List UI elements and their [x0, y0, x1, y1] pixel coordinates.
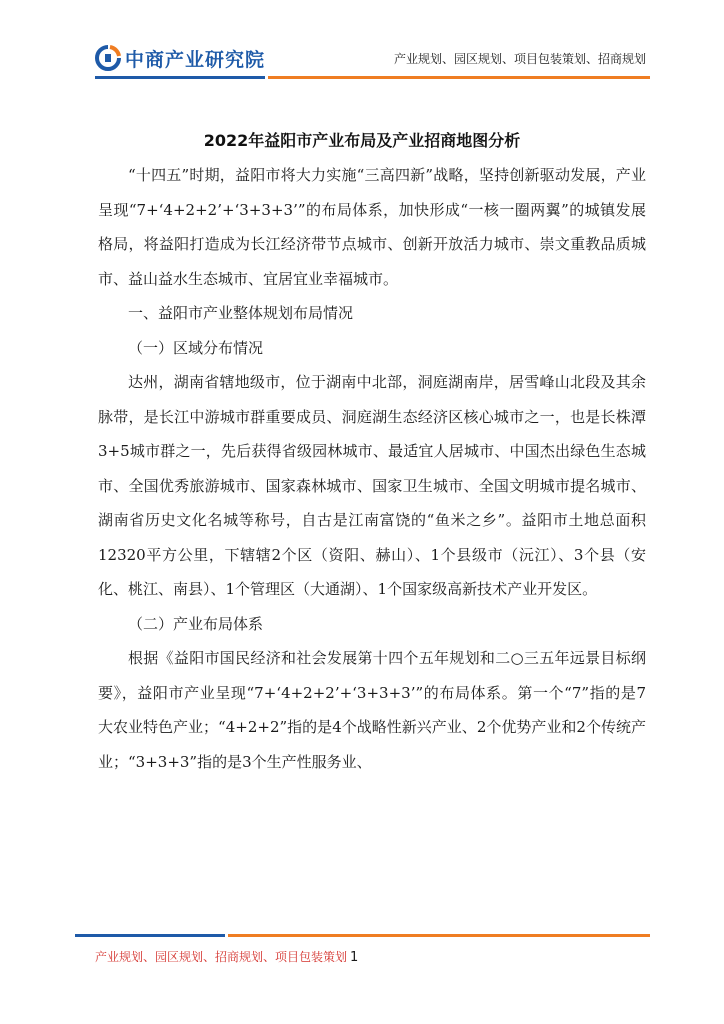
- header-rule-orange: [268, 76, 650, 79]
- footer-tagline: 产业规划、园区规划、招商规划、项目包装策划: [95, 950, 348, 964]
- document-title: 2022年益阳市产业布局及产业招商地图分析: [203, 131, 521, 150]
- header-tagline: 产业规划、园区规划、项目包装策划、招商规划: [393, 52, 646, 66]
- region-paragraph: 达州，湖南省辖地级市，位于湖南中北部，洞庭湖南岸，居雪峰山北段及其余脉带，是长江中游城市群重要成员、洞庭湖生态经济区核心城市之一，也是长株潭3+5城市群之一，先后获得省级园林城市、最适宜人居城市、中国杰出绿色生态城市、全国优秀旅游城市、国家森林城市、国家卫生城市、全国文明城市提名城市、湖南省历史文化名城等称号，自古是江南富饶的“鱼米之乡”。益阳市土地总面积12320平方公里，下辖辖2个区（资阳、赫山）、1个县级市（沅江）、3个县（安化、桃江、南县）、1个管理区（大通湖）、1个国家级高新技术产业开发区。: [98, 373, 646, 598]
- subsection-heading-industry: （二）产业布局体系: [128, 614, 264, 633]
- section-heading: 一、益阳市产业整体规划布局情况: [128, 304, 354, 322]
- header-rule-blue: [95, 76, 265, 79]
- page-header: [0, 0, 724, 90]
- subsection-heading-region: （一）区域分布情况: [128, 338, 264, 357]
- intro-paragraph: “十四五”时期，益阳市将大力实施“三高四新”战略，坚持创新驱动发展，产业呈现“7+‘4+2+2’+‘3+3+3’”的布局体系，加快形成“一核一圈两翼”的城镇发展格局，将益阳打造成为长江经济带节点城市、创新开放活力城市、崇文重教品质城市、益山益水生态城市、宜居宜业幸福城市。: [98, 166, 646, 288]
- footer-rule-orange: [228, 934, 650, 937]
- industry-paragraph: 根据《益阳市国民经济和社会发展第十四个五年规划和二○三五年远景目标纲要》，益阳市产业呈现“7+‘4+2+2’+‘3+3+3’”的布局体系。第一个“7”指的是7大农业特色产业；“4+2+2”指的是4个战略性新兴产业、2个优势产业和2个传统产业；“3+3+3”指的是3个生产性服务业、: [98, 649, 646, 771]
- page-number: 1: [350, 950, 359, 965]
- company-logo: [95, 45, 265, 71]
- logo-text: 中商产业研究院: [125, 48, 266, 71]
- document-body: [98, 158, 646, 779]
- page-footer: [95, 948, 358, 965]
- logo-mark-icon: [95, 45, 121, 71]
- footer-rule-blue: [75, 934, 225, 937]
